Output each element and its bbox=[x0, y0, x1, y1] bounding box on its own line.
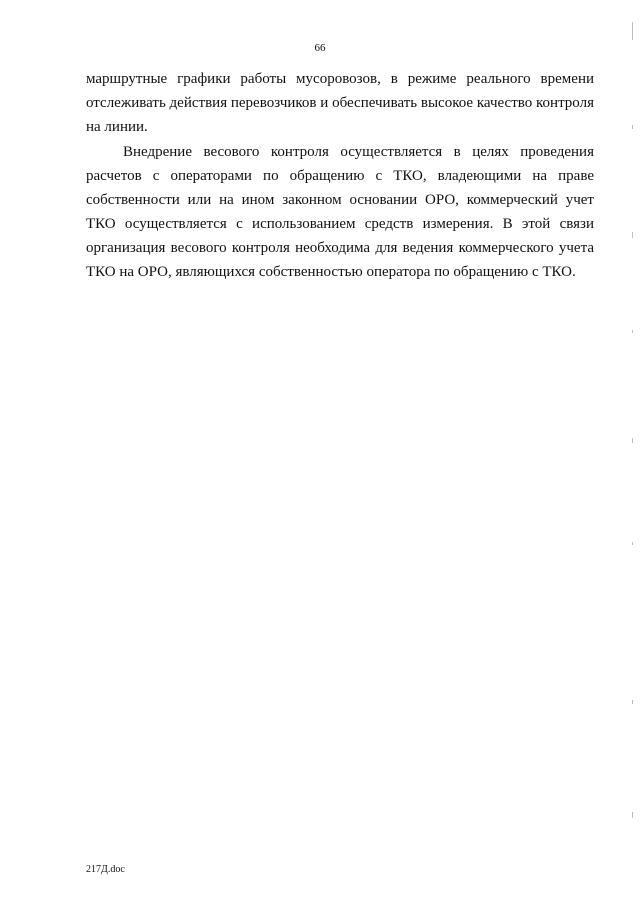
scan-edge-marks bbox=[630, 0, 636, 905]
scan-mark bbox=[632, 438, 633, 443]
scan-mark bbox=[632, 232, 633, 238]
paragraph-line: собственности или на ином законном основании ОРО, коммерческий bbox=[86, 192, 566, 208]
paragraph-2 bbox=[86, 140, 594, 284]
scan-mark bbox=[632, 542, 633, 545]
page-number: 66 bbox=[314, 42, 326, 54]
paragraph-line: маршрутные графики работы мусоровозов, в режиме реального времени bbox=[86, 71, 594, 87]
document-body bbox=[86, 67, 594, 284]
paragraph-line: учет ТКО осуществляется с использованием средств измерения. В этой bbox=[86, 192, 594, 232]
scan-mark bbox=[632, 125, 633, 129]
paragraph-line: оператора по обращению с ТКО. bbox=[366, 264, 576, 280]
paragraph-line: коммерческого учета ТКО на ОРО, являющихся собственностью bbox=[86, 240, 594, 280]
scan-mark bbox=[632, 330, 633, 333]
paragraph-line: контроля на линии. bbox=[86, 95, 594, 135]
paragraph-1 bbox=[86, 67, 594, 139]
scan-mark bbox=[632, 22, 633, 40]
scan-mark bbox=[632, 812, 633, 818]
paragraph-line: связи организация весового контроля необходима для ведения bbox=[86, 216, 594, 256]
paragraph-line: отслеживать действия перевозчиков и обеспечивать высокое качество bbox=[86, 95, 537, 111]
footer-filename: 217Д.doc bbox=[86, 864, 125, 875]
paragraph-line: расчетов с операторами по обращению с ТКО, владеющими на праве bbox=[86, 168, 594, 184]
scan-mark bbox=[632, 700, 633, 704]
paragraph-line: Внедрение весового контроля осуществляется в целях проведения bbox=[123, 144, 594, 160]
